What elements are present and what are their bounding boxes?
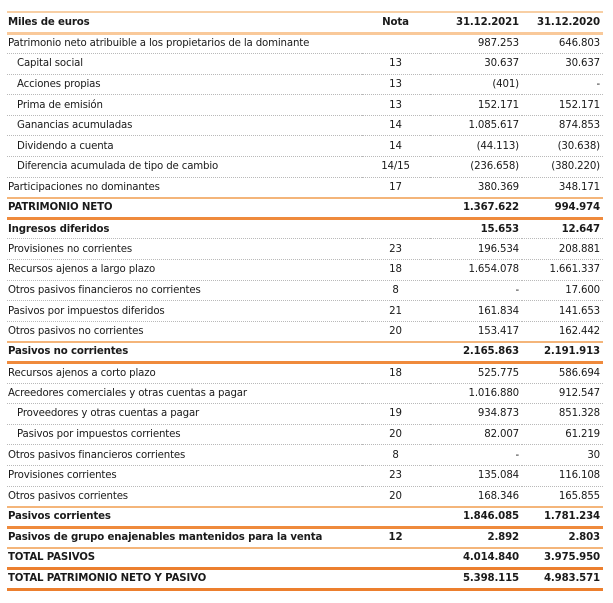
total-row (7, 548, 603, 569)
header-year-2021: 31.12.2021 (430, 12, 522, 33)
liabilities-equity-table (7, 11, 603, 591)
row-label: Prima de emisión (7, 95, 362, 116)
row-label: PATRIMONIO NETO (7, 198, 362, 219)
row-value-2020: 586.694 (522, 363, 603, 384)
table-row (7, 321, 603, 342)
row-nota: 14/15 (362, 157, 430, 178)
table-row (7, 301, 603, 322)
row-label: Ingresos diferidos (7, 218, 362, 239)
row-nota (362, 383, 430, 404)
row-value-2021: (236.658) (430, 157, 522, 178)
table-row (7, 54, 603, 75)
row-nota (362, 507, 430, 528)
row-label: Ganancias acumuladas (7, 115, 362, 136)
row-nota: 13 (362, 54, 430, 75)
row-value-2021: 2.165.863 (430, 342, 522, 363)
table-row (7, 136, 603, 157)
row-nota: 8 (362, 280, 430, 301)
table-row (7, 157, 603, 178)
row-label: Pasivos no corrientes (7, 342, 362, 363)
table-row (7, 445, 603, 466)
row-label: Pasivos de grupo enajenables mantenidos para la venta (7, 527, 362, 548)
balance-sheet (7, 11, 603, 591)
table-row (7, 239, 603, 260)
row-label: Recursos ajenos a corto plazo (7, 363, 362, 384)
row-nota: 13 (362, 74, 430, 95)
row-label: Otros pasivos financieros no corrientes (7, 280, 362, 301)
row-value-2021: 196.534 (430, 239, 522, 260)
table-row (7, 404, 603, 425)
row-value-2020: 152.171 (522, 95, 603, 116)
row-value-2021: (44.113) (430, 136, 522, 157)
row-label: Pasivos por impuestos corrientes (7, 424, 362, 445)
row-label: Dividendo a cuenta (7, 136, 362, 157)
row-value-2021: 5.398.115 (430, 568, 522, 589)
row-value-2020: 116.108 (522, 465, 603, 486)
row-value-2020: 851.328 (522, 404, 603, 425)
row-nota: 12 (362, 527, 430, 548)
table-row (7, 177, 603, 198)
row-value-2020: 348.171 (522, 177, 603, 198)
header-nota: Nota (362, 12, 430, 33)
row-nota: 8 (362, 445, 430, 466)
row-nota (362, 218, 430, 239)
row-value-2021: 934.873 (430, 404, 522, 425)
row-label: Proveedores y otras cuentas a pagar (7, 404, 362, 425)
row-value-2021: 987.253 (430, 33, 522, 54)
row-value-2020: 30.637 (522, 54, 603, 75)
row-value-2020: 912.547 (522, 383, 603, 404)
row-value-2020: 2.191.913 (522, 342, 603, 363)
table-row (7, 424, 603, 445)
row-value-2021: 168.346 (430, 486, 522, 507)
table-row (7, 383, 603, 404)
row-value-2021: 4.014.840 (430, 548, 522, 569)
row-value-2020: 1.781.234 (522, 507, 603, 528)
row-label: Capital social (7, 54, 362, 75)
row-nota: 13 (362, 95, 430, 116)
table-row (7, 363, 603, 384)
row-nota: 20 (362, 424, 430, 445)
table-header-row (7, 12, 603, 33)
row-label: Pasivos por impuestos diferidos (7, 301, 362, 322)
table-row (7, 95, 603, 116)
row-value-2020: (380.220) (522, 157, 603, 178)
row-value-2021: 82.007 (430, 424, 522, 445)
row-value-2021: 15.653 (430, 218, 522, 239)
subtotal-row (7, 342, 603, 363)
row-value-2020: 141.653 (522, 301, 603, 322)
header-year-2020: 31.12.2020 (522, 12, 603, 33)
grand-total-row (7, 568, 603, 589)
row-value-2021: 1.846.085 (430, 507, 522, 528)
row-nota: 20 (362, 486, 430, 507)
row-value-2021: - (430, 280, 522, 301)
row-nota: 23 (362, 465, 430, 486)
row-value-2020: 2.803 (522, 527, 603, 548)
row-value-2020: 1.661.337 (522, 260, 603, 281)
row-value-2021: 30.637 (430, 54, 522, 75)
row-nota: 23 (362, 239, 430, 260)
row-label: Acciones propias (7, 74, 362, 95)
table-row (7, 115, 603, 136)
row-value-2020: 994.974 (522, 198, 603, 219)
row-nota (362, 568, 430, 589)
row-nota: 18 (362, 363, 430, 384)
row-nota: 14 (362, 136, 430, 157)
row-value-2021: 152.171 (430, 95, 522, 116)
row-label: Acreedores comerciales y otras cuentas a pagar (7, 383, 362, 404)
row-nota: 19 (362, 404, 430, 425)
table-row (7, 280, 603, 301)
row-value-2020: 162.442 (522, 321, 603, 342)
row-label: Otros pasivos financieros corrientes (7, 445, 362, 466)
row-value-2020: 646.803 (522, 33, 603, 54)
row-value-2021: 161.834 (430, 301, 522, 322)
subtotal-row (7, 507, 603, 528)
table-row (7, 218, 603, 239)
row-value-2020: 17.600 (522, 280, 603, 301)
row-label: TOTAL PASIVOS (7, 548, 362, 569)
table-row (7, 527, 603, 548)
row-value-2020: 30 (522, 445, 603, 466)
row-label: Provisiones no corrientes (7, 239, 362, 260)
row-nota (362, 33, 430, 54)
row-nota: 20 (362, 321, 430, 342)
row-label: Pasivos corrientes (7, 507, 362, 528)
row-value-2020: 165.855 (522, 486, 603, 507)
row-nota: 14 (362, 115, 430, 136)
row-value-2020: - (522, 74, 603, 95)
row-label: Provisiones corrientes (7, 465, 362, 486)
row-value-2021: 380.369 (430, 177, 522, 198)
row-label: Otros pasivos corrientes (7, 486, 362, 507)
row-nota: 21 (362, 301, 430, 322)
row-value-2021: - (430, 445, 522, 466)
row-label: Diferencia acumulada de tipo de cambio (7, 157, 362, 178)
row-value-2021: 135.084 (430, 465, 522, 486)
row-value-2020: 61.219 (522, 424, 603, 445)
row-nota (362, 342, 430, 363)
row-value-2021: 2.892 (430, 527, 522, 548)
table-row (7, 260, 603, 281)
row-value-2021: 1.085.617 (430, 115, 522, 136)
row-nota: 18 (362, 260, 430, 281)
row-value-2021: 1.654.078 (430, 260, 522, 281)
subtotal-row (7, 198, 603, 219)
row-nota (362, 548, 430, 569)
table-row (7, 486, 603, 507)
header-units: Miles de euros (7, 12, 362, 33)
row-value-2020: 12.647 (522, 218, 603, 239)
row-label: Patrimonio neto atribuible a los propietarios de la dominante (7, 33, 362, 54)
row-value-2020: 208.881 (522, 239, 603, 260)
row-nota: 17 (362, 177, 430, 198)
table-row (7, 74, 603, 95)
row-value-2021: 1.016.880 (430, 383, 522, 404)
row-label: Recursos ajenos a largo plazo (7, 260, 362, 281)
row-label: Otros pasivos no corrientes (7, 321, 362, 342)
row-value-2020: 874.853 (522, 115, 603, 136)
row-value-2021: 525.775 (430, 363, 522, 384)
row-value-2021: 1.367.622 (430, 198, 522, 219)
row-value-2020: (30.638) (522, 136, 603, 157)
table-row (7, 465, 603, 486)
row-value-2021: 153.417 (430, 321, 522, 342)
table-row (7, 33, 603, 54)
row-value-2020: 4.983.571 (522, 568, 603, 589)
row-value-2021: (401) (430, 74, 522, 95)
row-label: Participaciones no dominantes (7, 177, 362, 198)
row-nota (362, 198, 430, 219)
row-label: TOTAL PATRIMONIO NETO Y PASIVO (7, 568, 362, 589)
row-value-2020: 3.975.950 (522, 548, 603, 569)
